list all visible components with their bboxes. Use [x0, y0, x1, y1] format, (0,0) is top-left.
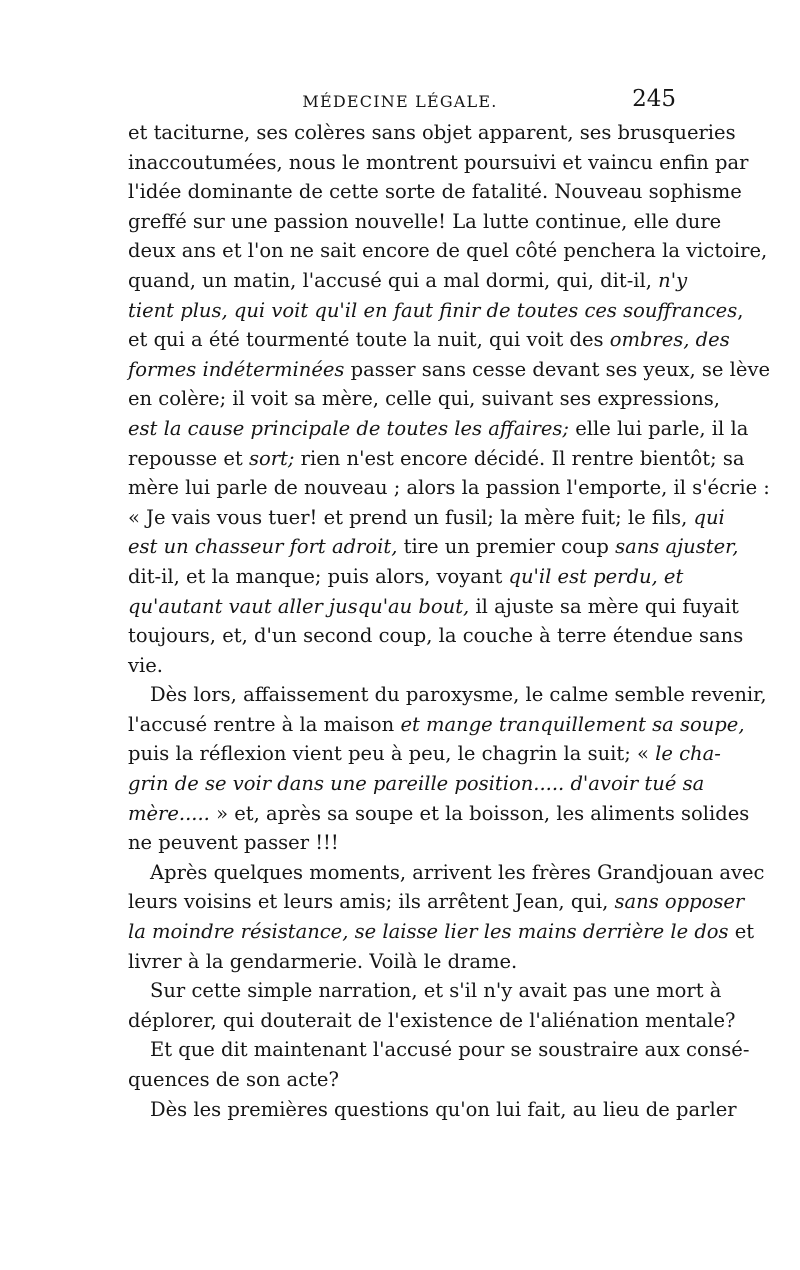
- text-segment: quand, un matin, l'accusé qui a mal dormi, qui, dit-il,: [128, 268, 659, 292]
- text-segment: tire un premier coup: [397, 535, 616, 559]
- text-line: [128, 592, 739, 622]
- text-segment: puis la réflexion vient peu à peu, le chagrin la suit; «: [128, 742, 656, 766]
- text-line: [128, 1065, 672, 1095]
- text-line: [128, 503, 725, 533]
- text-line: [128, 710, 745, 740]
- text-segment: livrer à la gendarmerie. Voilà le drame.: [128, 949, 518, 973]
- text-line: [128, 917, 755, 947]
- text-line: [128, 532, 739, 562]
- text-line: [128, 562, 684, 592]
- text-segment: dit-il, et la manque; puis alors, voyant: [128, 564, 509, 588]
- text-segment: et: [728, 920, 755, 944]
- text-segment: Et que dit maintenant l'accusé pour se soustraire aux consé-: [150, 1038, 750, 1062]
- italic-segment: et mange tranquillement sa soupe,: [400, 712, 745, 736]
- italic-segment: qu'il est perdu, et: [508, 564, 684, 588]
- italic-segment: mère.....: [128, 801, 210, 825]
- text-segment: repousse et: [128, 446, 249, 470]
- text-line: [128, 680, 767, 710]
- text-segment: l'idée dominante de cette sorte de fatalité. Nouveau sophisme: [128, 180, 742, 204]
- text-segment: » et, après sa soupe et la boisson, les aliments solides: [209, 801, 750, 825]
- text-segment: ne peuvent passer !!!: [128, 831, 339, 855]
- text-segment: mère lui parle de nouveau ; alors la passion l'emporte, il s'écrie :: [128, 476, 770, 500]
- text-line: [128, 207, 722, 237]
- text-segment: Sur cette simple narration, et s'il n'y avait pas une mort à: [150, 979, 722, 1003]
- italic-segment: tient plus, qui voit qu'il en faut finir de toutes ces souffrances: [128, 298, 738, 322]
- text-segment: ,: [737, 298, 744, 322]
- text-line: [128, 444, 745, 474]
- text-segment: il ajuste sa mère qui fuyait: [469, 594, 739, 618]
- body-text: [128, 118, 770, 1124]
- italic-segment: est un chasseur fort adroit,: [128, 535, 398, 559]
- text-segment: quences de son acte?: [128, 1068, 339, 1091]
- text-line: [128, 621, 744, 651]
- italic-segment: sans ajuster,: [615, 535, 739, 559]
- text-line: [128, 384, 720, 414]
- text-line: [128, 976, 722, 1006]
- italic-segment: sans opposer: [614, 890, 745, 914]
- text-segment: passer sans cesse devant ses yeux, se lève: [344, 357, 770, 381]
- italic-segment: la moindre résistance, se laisse lier les mains derrière le dos: [128, 920, 729, 944]
- running-title: MÉDECINE LÉGALE.: [302, 92, 498, 111]
- text-segment: « Je vais vous tuer! et prend un fusil; la mère fuit; le fils,: [128, 505, 694, 529]
- text-line: [128, 1035, 750, 1065]
- text-segment: Dès les premières questions qu'on lui fait, au lieu de parler: [150, 1097, 737, 1121]
- italic-segment: grin de se voir dans une pareille position..... d'avoir tué sa: [128, 772, 705, 796]
- text-line: [128, 1006, 736, 1036]
- text-segment: en colère; il voit sa mère, celle qui, suivant ses expressions,: [128, 387, 720, 411]
- text-segment: vie.: [128, 653, 163, 677]
- text-line: [128, 739, 721, 769]
- text-segment: et qui a été tourmenté toute la nuit, qui voit des: [128, 328, 610, 352]
- text-segment: Après quelques moments, arrivent les frères Grandjouan avec: [150, 860, 765, 884]
- text-segment: inaccoutumées, nous le montrent poursuivi et vaincu enfin par: [128, 150, 749, 174]
- italic-segment: ombres, des: [609, 328, 730, 352]
- text-segment: greffé sur une passion nouvelle! La lutte continue, elle dure: [128, 209, 722, 233]
- text-segment: rien n'est encore décidé. Il rentre bientôt; sa: [294, 446, 745, 470]
- italic-segment: formes indéterminées: [128, 357, 345, 381]
- italic-segment: qu'autant vaut aller jusqu'au bout,: [128, 594, 470, 618]
- text-line: [128, 828, 672, 858]
- text-line: [128, 177, 742, 207]
- text-segment: leurs voisins et leurs amis; ils arrêtent Jean, qui,: [128, 890, 615, 914]
- text-line: [128, 799, 750, 829]
- text-line: [128, 473, 770, 503]
- text-segment: elle lui parle, il la: [569, 416, 749, 440]
- italic-segment: sort;: [248, 446, 295, 470]
- text-segment: déplorer, qui douterait de l'existence de l'aliénation mentale?: [128, 1008, 736, 1032]
- text-line: [128, 148, 749, 178]
- italic-segment: le cha-: [655, 742, 721, 766]
- text-line: [128, 887, 745, 917]
- text-line: [128, 355, 770, 385]
- text-line: [128, 947, 672, 977]
- text-line: [128, 414, 749, 444]
- text-segment: l'accusé rentre à la maison: [128, 712, 401, 736]
- text-line: [128, 651, 672, 681]
- text-line: [128, 1095, 737, 1125]
- text-line: [128, 118, 736, 148]
- italic-segment: n'y: [658, 268, 688, 292]
- text-line: [128, 769, 705, 799]
- text-segment: deux ans et l'on ne sait encore de quel côté penchera la victoire,: [128, 239, 768, 263]
- italic-segment: est la cause principale de toutes les affaires;: [128, 416, 569, 440]
- text-line: [128, 858, 765, 888]
- text-line: [128, 236, 768, 266]
- italic-segment: qui: [693, 505, 725, 529]
- text-line: [128, 325, 730, 355]
- text-segment: Dès lors, affaissement du paroxysme, le calme semble revenir,: [150, 683, 767, 707]
- text-segment: et taciturne, ses colères sans objet apparent, ses brusqueries: [128, 121, 736, 144]
- text-line: [128, 266, 688, 296]
- running-head: [128, 86, 676, 120]
- text-segment: toujours, et, d'un second coup, la couche à terre étendue sans: [128, 624, 744, 648]
- page-number: 245: [632, 86, 676, 112]
- text-line: [128, 296, 744, 326]
